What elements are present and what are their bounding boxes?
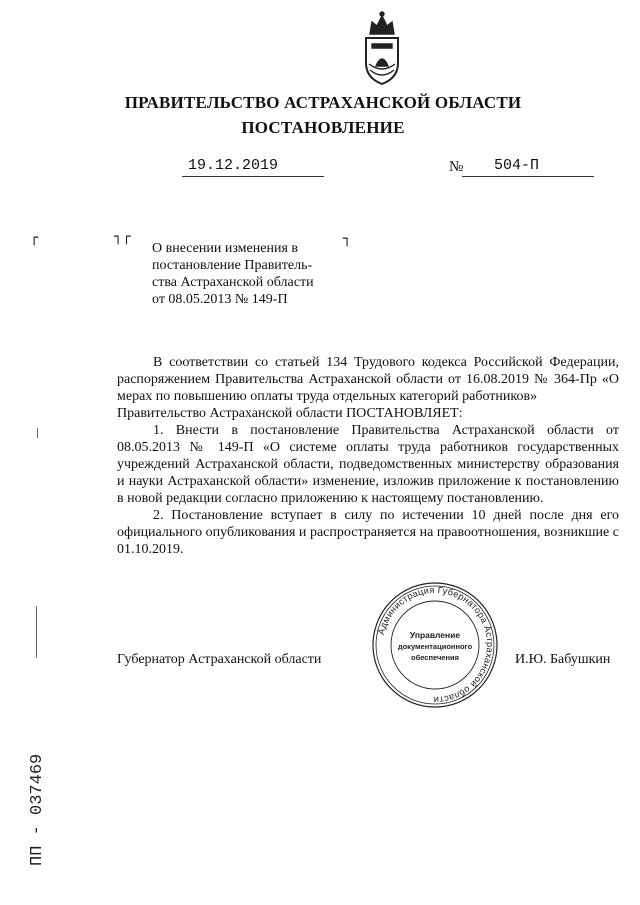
- number-sign: №: [449, 159, 464, 175]
- subject-block: [152, 240, 338, 308]
- signatory-title: Губернатор Астраханской области: [117, 652, 322, 667]
- margin-registration-code: [23, 712, 47, 868]
- subject-line: от 08.05.2013 № 149-П: [152, 292, 288, 307]
- item-2-paragraph: 2. Постановление вступает в силу по истечении 10 дней после дня его официального опубликования и распространяется на правоотношения, возникшие с 01.10.2019.: [117, 508, 619, 557]
- document-number: 504-П: [494, 157, 540, 174]
- stamp-center-line: Управление: [409, 630, 461, 640]
- official-stamp: [370, 580, 500, 710]
- margin-code-text: ПП - 037469: [28, 753, 47, 866]
- stamp-center-line: документационного: [397, 642, 473, 651]
- corner-bracket-left: ┌: [30, 230, 39, 246]
- coat-of-arms-icon: [358, 8, 406, 88]
- corner-bracket-subject-right: ┐: [343, 231, 352, 247]
- margin-tick: [37, 428, 38, 438]
- number-underline: [462, 176, 594, 177]
- government-title: ПРАВИТЕЛЬСТВО АСТРАХАНСКОЙ ОБЛАСТИ: [124, 93, 522, 112]
- stamp-ring-text: Администрация Губернатора Астраханской области: [376, 584, 496, 706]
- preamble-paragraph: В соответствии со статьей 134 Трудового кодекса Российской Федерации, распоряжением Правительства Астраханской области от 16.08.2019 № 364-Пр «О мерах по повышению оплаты труда отдельных категорий работников»: [117, 355, 619, 404]
- subject-line: О внесении изменения в: [152, 241, 298, 256]
- item-1-paragraph: 1. Внести в постановление Правительства Астраханской области от 08.05.2013 № 149-П «О системе оплаты труда работников государственных учреждений Астраханской области, подведомственных министерству образования и науки Астраханской области» изменение, изложив приложение к постановлению в новой редакции согласно приложению к настоящему постановлению.: [117, 423, 619, 506]
- subject-line: постановление Правитель-: [152, 258, 313, 273]
- subject-line: ства Астраханской области: [152, 275, 314, 290]
- document-date: 19.12.2019: [188, 157, 279, 174]
- margin-line: [36, 606, 37, 658]
- stamp-center-line: обеспечения: [410, 653, 460, 662]
- document-body: [117, 354, 619, 558]
- resolution-statement: Правительство Астраханской области ПОСТАНОВЛЯЕТ:: [117, 406, 463, 421]
- corner-bracket-subject-left: ┐┌: [114, 229, 131, 245]
- signatory-name: И.Ю. Бабушкин: [515, 652, 611, 667]
- document-type-title: ПОСТАНОВЛЕНИЕ: [241, 118, 405, 137]
- date-underline: [182, 176, 324, 177]
